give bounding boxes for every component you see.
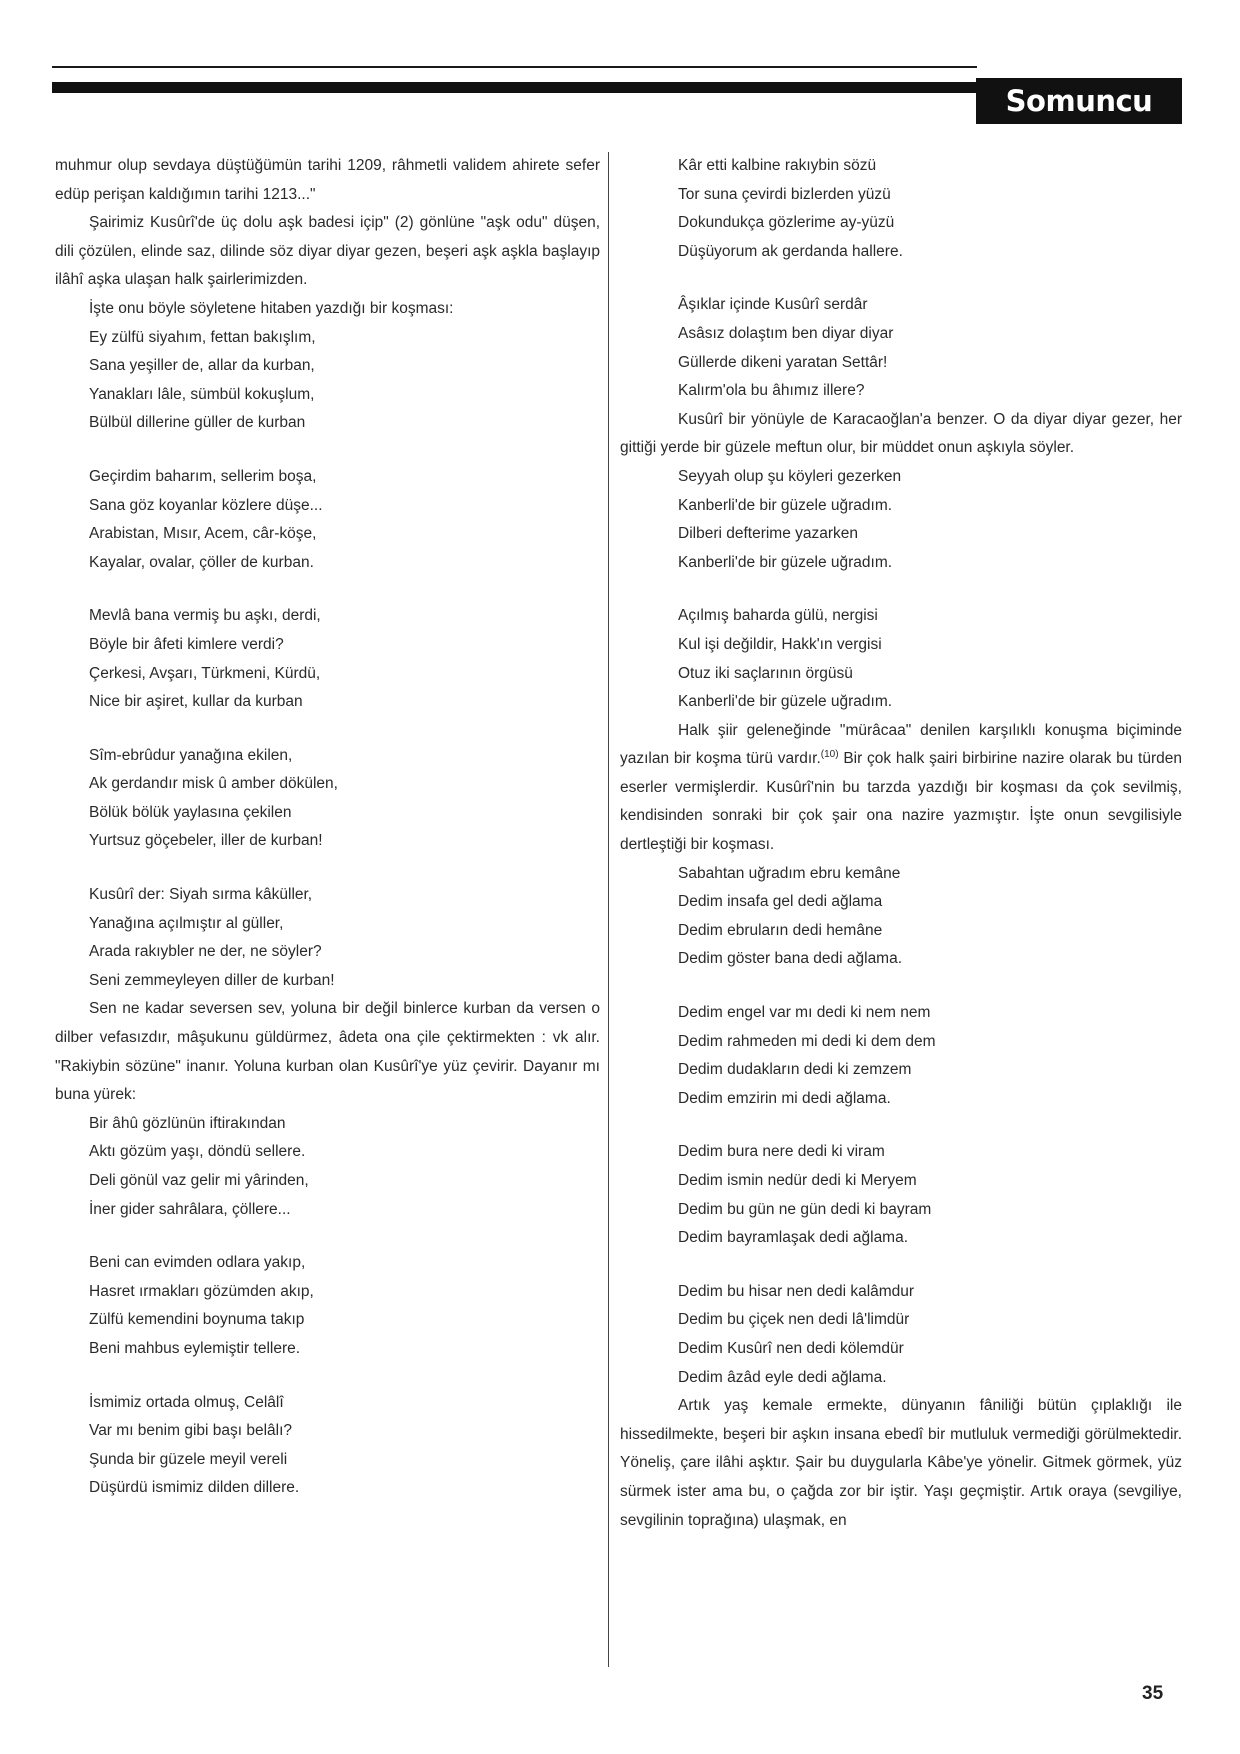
magazine-title: Somuncu Baba	[976, 78, 1182, 124]
poem-line: Dedim bayramlaşak dedi ağlama.	[678, 1229, 909, 1247]
poem-stanza	[55, 1389, 600, 1503]
poem-stanza	[55, 742, 600, 856]
poem-line: Ak gerdandır misk û amber dökülen,	[89, 775, 338, 793]
poem-stanza	[620, 1278, 1182, 1392]
poem-line: Dedim insafa gel dedi ağlama	[678, 893, 883, 911]
poem-line: Kul işi değildir, Hakk'ın vergisi	[678, 635, 882, 653]
poem-stanza	[55, 1110, 600, 1224]
poem-line: Böyle bir âfeti kimlere verdi?	[89, 635, 284, 653]
poem-line: Aktı gözüm yaşı, döndü sellere.	[89, 1143, 306, 1161]
poem-line: Bir âhû gözlünün iftirakından	[89, 1114, 286, 1132]
poem-line: Sîm-ebrûdur yanağına ekilen,	[89, 746, 293, 764]
poem-line: Dedim âzâd eyle dedi ağlama.	[678, 1368, 887, 1386]
paragraph: Kusûrî bir yönüyle de Karacaoğlan'a benzer. O da diyar diyar gezer, her gittiği yerde bir güzele meftun olur, bir müddet onun aşkıyla söyler.	[620, 410, 1182, 457]
poem-stanza	[55, 1249, 600, 1363]
poem-line: Kayalar, ovalar, çöller de kurban.	[89, 553, 314, 571]
poem-line: Dedim ebruların dedi hemâne	[678, 921, 883, 939]
poem-line: Dedim engel var mı dedi ki nem nem	[678, 1004, 931, 1022]
paragraph: Sen ne kadar seversen sev, yoluna bir değil binlerce kurban da versen o dilber vefasızdır, mâşukunu güldürmez, âdeta ona çile çektirmekten : vk alır. "Rakiybin sözüne" inanır. Yoluna kurban olan Kusûrî'ye yüz çevirir. Dayanır mı buna yürek:	[55, 1000, 600, 1104]
page-number: 35	[1142, 1683, 1164, 1704]
poem-line: Dedim bu gün ne gün dedi ki bayram	[678, 1200, 932, 1218]
poem-line: Var mı benim gibi başı belâlı?	[89, 1422, 293, 1440]
poem-stanza	[55, 881, 600, 995]
poem-line: Arabistan, Mısır, Acem, câr-köşe,	[89, 525, 317, 543]
poem-stanza	[620, 860, 1182, 974]
paragraph	[620, 717, 1182, 860]
footnote-marker: (10)	[820, 749, 839, 761]
poem-line: Seyyah olup şu köyleri gezerken	[678, 467, 902, 485]
paragraph: muhmur olup sevdaya düştüğümün tarihi 1209, râhmetli validem ahirete sefer edüp perişan kaldığımın tarihi 1213..."	[55, 157, 600, 203]
poem-line: Düşüyorum ak gerdanda hallere.	[678, 242, 903, 260]
poem-line: Bölük bölük yaylasına çekilen	[89, 803, 292, 821]
poem-line: Düşürdü ismimiz dilden dillere.	[89, 1479, 300, 1497]
poem-line: Sana göz koyanlar közlere düşe...	[89, 496, 323, 514]
poem-line: Kalırm'ola bu âhımız illere?	[678, 382, 865, 400]
poem-line: Kusûrî der: Siyah sırma kâküller,	[89, 886, 313, 904]
paragraph-text: Bir çok halk şairi birbirine nazire olarak bu türden eserler vermişlerdir. Kusûrî'nin bu tarzda yazdığı bir koşması da çok sevilmiş, kendisinden sonraki bir çok şair ona nazire yazmıştır. İşte onun sevgilisiyle dertleştiği bir koşması.	[620, 750, 1183, 854]
poem-line: Şunda bir güzele meyil vereli	[89, 1450, 288, 1468]
poem-line: Dedim bura nere dedi ki viram	[678, 1143, 885, 1161]
poem-stanza	[620, 463, 1182, 577]
poem-line: Sana yeşiller de, allar da kurban,	[89, 357, 315, 375]
poem-line: Çerkesi, Avşarı, Türkmeni, Kürdü,	[89, 664, 321, 682]
poem-line: Dedim bu çiçek nen dedi lâ'limdür	[678, 1311, 910, 1329]
poem-line: Bülbül dillerine güller de kurban	[89, 414, 306, 432]
poem-line: Dedim bu hisar nen dedi kalâmdur	[678, 1282, 915, 1300]
poem-line: Seni zemmeyleyen diller de kurban!	[89, 971, 335, 989]
right-column	[620, 152, 1182, 1535]
poem-line: Kanberli'de bir güzele uğradım.	[678, 553, 893, 571]
header-thin-rule	[52, 66, 977, 68]
paragraph: Şairimiz Kusûrî'de üç dolu aşk badesi içip" (2) gönlüne "aşk odu" düşen, dili çözülen, elinde saz, dilinde söz diyar diyar gezen, beşeri aşk aşkla başlayıp ilâhî aşka ulaşan halk şairlerimizden.	[55, 214, 600, 289]
header-thick-bar	[52, 82, 977, 93]
poem-line: Dedim Kusûrî nen dedi kölemdür	[678, 1339, 904, 1357]
poem-stanza	[620, 152, 1182, 266]
left-column	[55, 152, 600, 1503]
poem-line: Dilberi defterime yazarken	[678, 525, 859, 543]
poem-stanza	[55, 602, 600, 716]
poem-line: Dedim ismin nedür dedi ki Meryem	[678, 1172, 917, 1189]
poem-line: Tor suna çevirdi bizlerden yüzü	[678, 185, 891, 203]
poem-line: Kanberli'de bir güzele uğradım.	[678, 496, 893, 514]
poem-line: Geçirdim baharım, sellerim boşa,	[89, 467, 317, 485]
paragraph: İşte onu böyle söyletene hitaben yazdığı bir koşması:	[89, 299, 454, 317]
poem-line: Ey zülfü siyahım, fettan bakışlım,	[89, 328, 316, 346]
poem-line: Otuz iki saçlarının örgüsü	[678, 664, 853, 682]
poem-line: Güllerde dikeni yaratan Settâr!	[678, 353, 888, 371]
column-divider	[608, 152, 609, 1667]
poem-line: Zülfü kemendini boynuma takıp	[89, 1311, 305, 1329]
poem-stanza	[620, 602, 1182, 716]
poem-stanza	[55, 324, 600, 438]
poem-line: Arada rakıybler ne der, ne söyler?	[89, 943, 322, 961]
poem-line: Beni mahbus eylemiştir tellere.	[89, 1339, 301, 1357]
poem-line: İner gider sahrâlara, çöllere...	[89, 1200, 291, 1218]
poem-line: İsmimiz ortada olmuş, Celâlî	[89, 1393, 284, 1411]
poem-line: Dedim göster bana dedi ağlama.	[678, 950, 903, 968]
paragraph-text: Halk şiir geleneğinde "mürâcaa" denilen karşılıklı konuşma biçiminde yazılan bir koşma türü vardır.	[620, 721, 1182, 768]
poem-line: Yurtsuz göçebeler, iller de kurban!	[89, 832, 323, 850]
poem-line: Asâsız dolaştım ben diyar diyar	[678, 324, 894, 342]
poem-line: Dedim rahmeden mi dedi ki dem dem	[678, 1032, 936, 1050]
poem-line: Yanakları lâle, sümbül kokuşlum,	[89, 385, 315, 403]
poem-line: Yanağına açılmıştır al güller,	[89, 914, 284, 932]
poem-line: Hasret ırmakları gözümden akıp,	[89, 1282, 314, 1300]
poem-line: Beni can evimden odlara yakıp,	[89, 1254, 306, 1272]
poem-line: Deli gönül vaz gelir mi yârinden,	[89, 1172, 309, 1189]
poem-line: Mevlâ bana vermiş bu aşkı, derdi,	[89, 607, 321, 625]
paragraph: Artık yaş kemale ermekte, dünyanın fâniliği bütün çıplaklığı ile hissedilmekte, beşeri bir aşkın insana ebedî bir mutluluk vermediği görülmektedir. Yöneliş, çare ilâhi aşktır. Şair bu duygularla Kâbe'ye yönelir. Gitmek görmek, yüz sürmek ister ama bu, o çağda zor bir iştir. Yaşı geçmiştir. Artık oraya (sevgiliye, sevgilinin toprağına) ulaşmak, en	[620, 1397, 1182, 1529]
poem-line: Âşıklar içinde Kusûrî serdâr	[678, 296, 868, 314]
poem-stanza	[620, 1138, 1182, 1252]
poem-line: Dokundukça gözlerime ay-yüzü	[678, 214, 895, 232]
poem-line: Dedim emzirin mi dedi ağlama.	[678, 1089, 891, 1107]
poem-stanza	[620, 291, 1182, 405]
poem-stanza	[620, 999, 1182, 1113]
poem-line: Nice bir aşiret, kullar da kurban	[89, 693, 303, 711]
poem-line: Dedim dudakların dedi ki zemzem	[678, 1061, 912, 1079]
poem-stanza	[55, 463, 600, 577]
poem-line: Sabahtan uğradım ebru kemâne	[678, 864, 901, 882]
poem-line: Kanberli'de bir güzele uğradım.	[678, 693, 893, 711]
poem-line: Açılmış baharda gülü, nergisi	[678, 607, 878, 625]
poem-line: Kâr etti kalbine rakıybin sözü	[678, 157, 877, 174]
